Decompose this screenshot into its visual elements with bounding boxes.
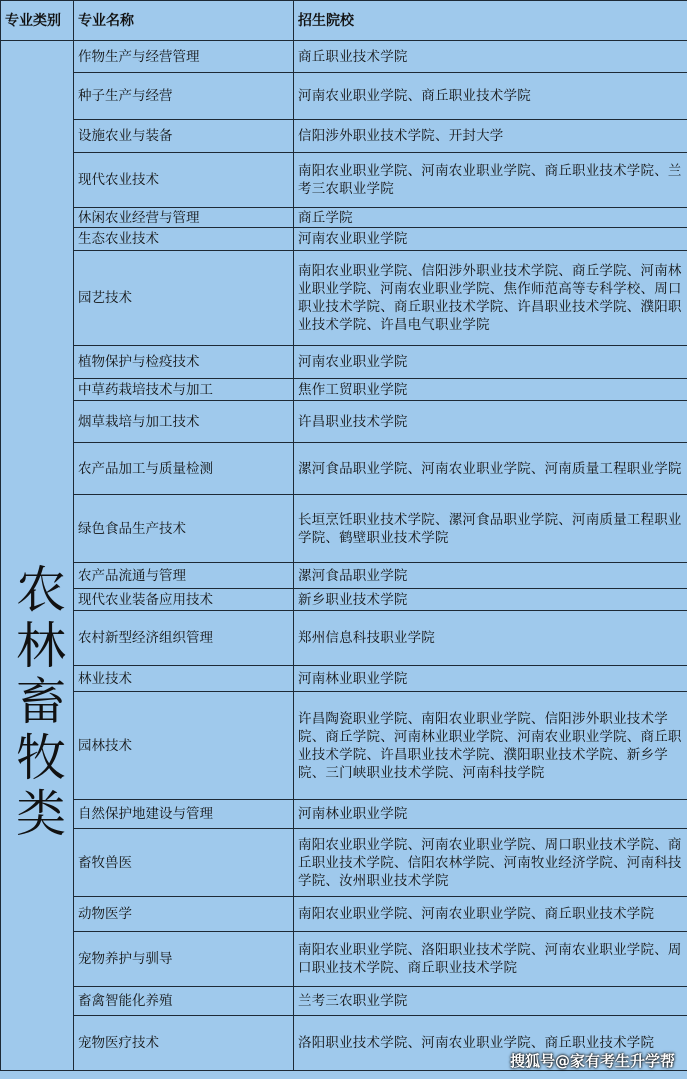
- major-name-cell: 宠物医疗技术: [74, 1016, 294, 1071]
- table-row: [1, 563, 687, 589]
- table-row: [1, 41, 687, 73]
- school-list-cell: 信阳涉外职业技术学院、开封大学: [294, 120, 687, 153]
- table-row: [1, 379, 687, 401]
- header-school: 招生院校: [294, 1, 687, 41]
- header-major: 专业名称: [74, 1, 294, 41]
- table-row: [1, 73, 687, 120]
- school-list-cell: 南阳农业职业学院、信阳涉外职业技术学院、商丘学院、河南林业职业学院、河南农业职业学院、焦作师范高等专科学校、周口职业技术学院、商丘职业技术学院、许昌职业技术学院、濮阳职业技术学院、许昌电气职业学院: [294, 251, 687, 346]
- school-list-cell: 漯河食品职业学院、河南农业职业学院、河南质量工程职业学院: [294, 443, 687, 495]
- school-list-cell: 河南林业职业学院: [294, 666, 687, 692]
- table-row: [1, 829, 687, 897]
- major-name-cell: 动物医学: [74, 897, 294, 932]
- table-row: [1, 897, 687, 932]
- major-name-cell: 植物保护与检疫技术: [74, 346, 294, 379]
- table-body: [1, 41, 687, 1071]
- header-row: [1, 1, 687, 41]
- school-list-cell: 河南农业职业学院: [294, 346, 687, 379]
- major-name-cell: 园林技术: [74, 692, 294, 800]
- table-row: [1, 251, 687, 346]
- major-name-cell: 畜禽智能化养殖: [74, 987, 294, 1016]
- major-name-cell: 自然保护地建设与管理: [74, 800, 294, 829]
- school-list-cell: 河南林业职业学院: [294, 800, 687, 829]
- major-name-cell: 畜牧兽医: [74, 829, 294, 897]
- major-name-cell: 现代农业装备应用技术: [74, 589, 294, 611]
- school-list-cell: 焦作工贸职业学院: [294, 379, 687, 401]
- school-list-cell: 南阳农业职业学院、河南农业职业学院、周口职业技术学院、商丘职业技术学院、信阳农林学院、河南牧业经济学院、河南科技学院、汝州职业技术学院: [294, 829, 687, 897]
- major-name-cell: 种子生产与经营: [74, 73, 294, 120]
- table-row: [1, 153, 687, 208]
- school-list-cell: 南阳农业职业学院、河南农业职业学院、商丘职业技术学院、兰考三农职业学院: [294, 153, 687, 208]
- table-row: [1, 228, 687, 251]
- table-row: [1, 800, 687, 829]
- school-list-cell: 许昌职业技术学院: [294, 401, 687, 443]
- school-list-cell: 许昌陶瓷职业学院、南阳农业职业学院、信阳涉外职业技术学院、商丘学院、河南林业职业学院、河南农业职业学院、商丘职业技术学院、许昌职业技术学院、濮阳职业技术学院、新乡学院、三门峡职业技术学院、河南科技学院: [294, 692, 687, 800]
- major-name-cell: 农村新型经济组织管理: [74, 611, 294, 666]
- school-list-cell: 南阳农业职业学院、河南农业职业学院、商丘职业技术学院: [294, 897, 687, 932]
- major-name-cell: 生态农业技术: [74, 228, 294, 251]
- major-name-cell: 农产品加工与质量检测: [74, 443, 294, 495]
- school-list-cell: 南阳农业职业学院、洛阳职业技术学院、河南农业职业学院、周口职业技术学院、商丘职业技术学院: [294, 932, 687, 987]
- school-list-cell: 长垣烹饪职业技术学院、漯河食品职业学院、河南质量工程职业学院、鹤壁职业技术学院: [294, 495, 687, 563]
- table-row: [1, 120, 687, 153]
- table-row: [1, 692, 687, 800]
- major-name-cell: 农产品流通与管理: [74, 563, 294, 589]
- major-name-cell: 中草药栽培技术与加工: [74, 379, 294, 401]
- table-row: [1, 346, 687, 379]
- header-category: 专业类别: [1, 1, 74, 41]
- major-name-cell: 烟草栽培与加工技术: [74, 401, 294, 443]
- category-cell: [1, 41, 74, 1071]
- table-row: [1, 443, 687, 495]
- major-name-cell: 休闲农业经营与管理: [74, 208, 294, 228]
- table-row: [1, 611, 687, 666]
- school-list-cell: 漯河食品职业学院: [294, 563, 687, 589]
- school-list-cell: 商丘职业技术学院: [294, 41, 687, 73]
- category-label: 农林畜牧类: [8, 563, 66, 843]
- school-list-cell: 郑州信息科技职业学院: [294, 611, 687, 666]
- table-row: [1, 666, 687, 692]
- table-row: [1, 987, 687, 1016]
- school-list-cell: 河南农业职业学院: [294, 228, 687, 251]
- major-name-cell: 设施农业与装备: [74, 120, 294, 153]
- major-name-cell: 绿色食品生产技术: [74, 495, 294, 563]
- major-name-cell: 现代农业技术: [74, 153, 294, 208]
- watermark: [510, 1050, 675, 1071]
- table-row: [1, 589, 687, 611]
- school-list-cell: 洛阳职业技术学院、河南农业职业学院、商丘职业技术学院: [294, 1016, 687, 1071]
- major-name-cell: 作物生产与经营管理: [74, 41, 294, 73]
- watermark-text: 搜狐号@家有考生升学帮: [509, 1052, 675, 1070]
- table-row: [1, 495, 687, 563]
- school-list-cell: 兰考三农职业学院: [294, 987, 687, 1016]
- major-name-cell: 林业技术: [74, 666, 294, 692]
- school-list-cell: 河南农业职业学院、商丘职业技术学院: [294, 73, 687, 120]
- major-name-cell: 宠物养护与驯导: [74, 932, 294, 987]
- table-row: [1, 401, 687, 443]
- school-list-cell: 商丘学院: [294, 208, 687, 228]
- table-row: [1, 932, 687, 987]
- major-name-cell: 园艺技术: [74, 251, 294, 346]
- school-list-cell: 新乡职业技术学院: [294, 589, 687, 611]
- table-row: [1, 208, 687, 228]
